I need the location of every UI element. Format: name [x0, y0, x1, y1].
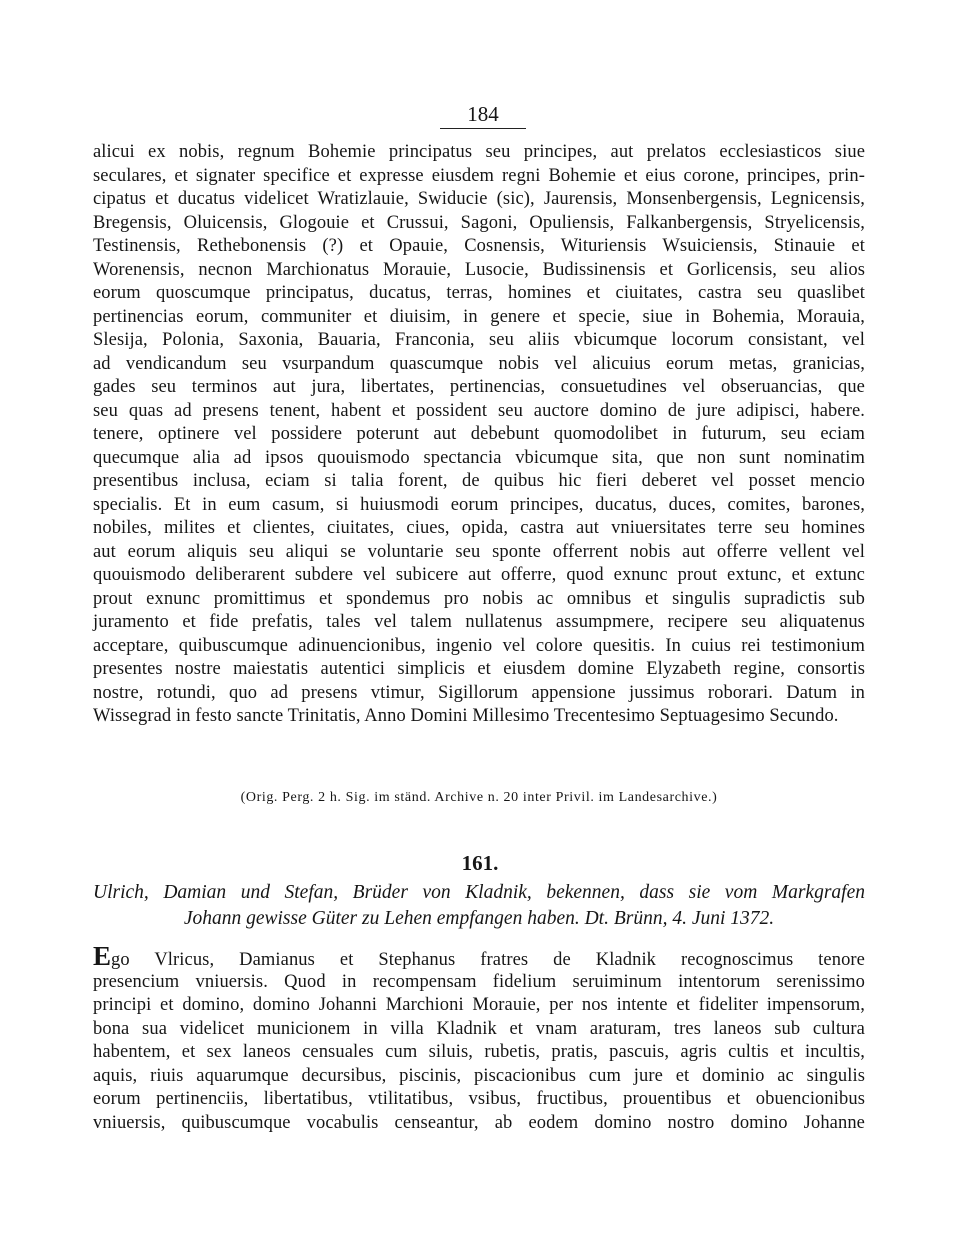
text-line: Wissegrad in festo sancte Trinitatis, Anno Domini Millesimo Trecentesimo Septuagesimo Secundo.	[93, 706, 839, 726]
text-line: specialis. Et in eum casum, si huiusmodi eorum principes, ducatus, duces, comites, barones,	[93, 494, 865, 515]
document-number: 161.	[461, 851, 499, 875]
document-first-line	[93, 941, 865, 971]
text-line: ad vendicandum seu vsurpandum quascumque nobis vel alicuius eorum metas, granicias,	[93, 353, 865, 374]
text-line: alicui ex nobis, regnum Bohemie principatus seu principes, aut prelatos ecclesiasticos siue	[93, 142, 865, 162]
text-line: vniuersis, quibuscumque vocabulis censeantur, ab eodem domino nostro domino Johanne	[93, 1112, 865, 1133]
text-line: prout exnunc promittimus et spondemus pro nobis ac omnibus et singulis supradictis sub	[93, 588, 865, 609]
text-line: eorum pertinenciis, libertatibus, vtilitatibus, vsibus, fructibus, prouentibus et obuencionibus	[93, 1089, 865, 1109]
page-number-rule	[440, 128, 526, 129]
text-line: Worenensis, necnon Marchionatus Morauie, Lusocie, Budissinensis et Gorlicensis, seu alios	[93, 259, 865, 280]
text-line: quouismodo deliberarent subdere vel subicere aut offerre, quod exnunc prout extunc, et extunc	[93, 565, 865, 585]
page-number: 184	[467, 102, 499, 126]
charter-continuation-text	[93, 141, 865, 729]
summary-line-1: Ulrich, Damian und Stefan, Brüder von Kladnik, bekennen, dass sie vom Markgrafen	[93, 882, 865, 903]
text-line: Slesija, Polonia, Saxonia, Bauaria, Franconia, seu aliis vbicumque locorum consistant, vel	[93, 330, 865, 350]
text-line: gades seu terminos aut jura, libertates, pertinencias, consuetudines vel obseruancias, que	[93, 377, 865, 397]
text-line: nobiles, milites et clientes, ciuitates, ciues, opida, castra aut vniuersitates terre seu homines	[93, 518, 865, 538]
text-line: seculares, et signater specifice et expresse eiusdem regni Bohemie et eius corone, principes, prin-	[93, 165, 865, 186]
text-line: aut eorum aliquis seu aliqui se voluntarie seu sponte offerrent nobis aut offerre vellent vel	[93, 541, 865, 562]
text-line: quecumque alia ad ipsos quouismodo spectancia vbicumque sita, que non sunt nominatim	[93, 447, 865, 468]
text-line: acceptare, quibuscumque adinuencionibus, ingenio vel colore quesitis. In cuius rei testimonium	[93, 635, 865, 656]
text-line: cipatus et ducatus videlicet Wratizlauie, Swiducie (sic), Jaurensis, Monsenbergensis, Legnicensis,	[93, 189, 865, 209]
first-line-text: go Vlricus, Damianus et Stephanus fratres de Kladnik recognoscimus tenore	[111, 950, 865, 970]
text-line: principi et domino, domino Johanni Marchioni Morauie, per nos intente et fideliter impensorum,	[93, 995, 865, 1015]
source-note: (Orig. Perg. 2 h. Sig. im ständ. Archive n. 20 inter Privil. im Landesarchive.)	[240, 790, 718, 805]
text-line: eorum quoscumque principatus, ducatus, terras, homines et ciuitates, castra seu quaslibet	[93, 283, 865, 303]
text-line: presencium vniuersis. Quod in recompensam fidelium seruiminum intentorum serenissimo	[93, 971, 865, 992]
summary-line-2: Johann gewisse Güter zu Lehen empfangen haben. Dt. Brünn, 4. Juni 1372.	[183, 908, 775, 929]
text-line: seu quas ad presens tenent, habent et possident seu auctore domino de jure adipisci, habere.	[93, 400, 865, 421]
text-line: presentibus inclusa, eciam si talia forent, de quibus hic fieri deberet vel posset mencio	[93, 471, 865, 491]
text-line: nostre, rotundi, quo ad presens vtimur, Sigillorum appensione jussimus roborari. Datum in	[93, 682, 865, 703]
text-line: habentem, et sex laneos censuales cum siluis, rubetis, pratis, pascuis, agris cultis et incultis,	[93, 1042, 865, 1062]
document-text	[93, 941, 865, 1135]
text-line: tenere, optinere vel possidere poterunt aut debebunt quomodolibet in futurum, seu eciam	[93, 424, 865, 444]
text-line: pertinencias eorum, communiter et diuisim, in genere et specie, siue in Bohemia, Morauia,	[93, 306, 865, 327]
text-line: aquis, riuis aquarumque decursibus, piscinis, piscacionibus cum jure et dominio ac singulis	[93, 1065, 865, 1086]
initial-capital: E	[93, 941, 112, 971]
text-line: presentes nostre maiestatis autentici simplicis et eiusdem domine Elyzabeth regine, consortis	[93, 659, 865, 679]
text-line: Bregensis, Oluicensis, Glogouie et Crussui, Sagoni, Opuliensis, Falkanbergensis, Stryelicensis,	[93, 212, 865, 233]
text-line: bona sua videlicet municionem in villa Kladnik et vnam araturam, tres laneos sub cultura	[93, 1018, 865, 1039]
document-summary-header	[93, 880, 865, 932]
text-line: Testinensis, Rethebonensis (?) et Opauie, Cosnensis, Wituriensis Wsuiciensis, Stinauie et	[93, 236, 865, 256]
document-lines	[93, 971, 865, 1136]
text-line: juramento et fide prefatis, tales vel talem nullatenus assumpmere, recipere seu aliquatenus	[93, 612, 865, 632]
